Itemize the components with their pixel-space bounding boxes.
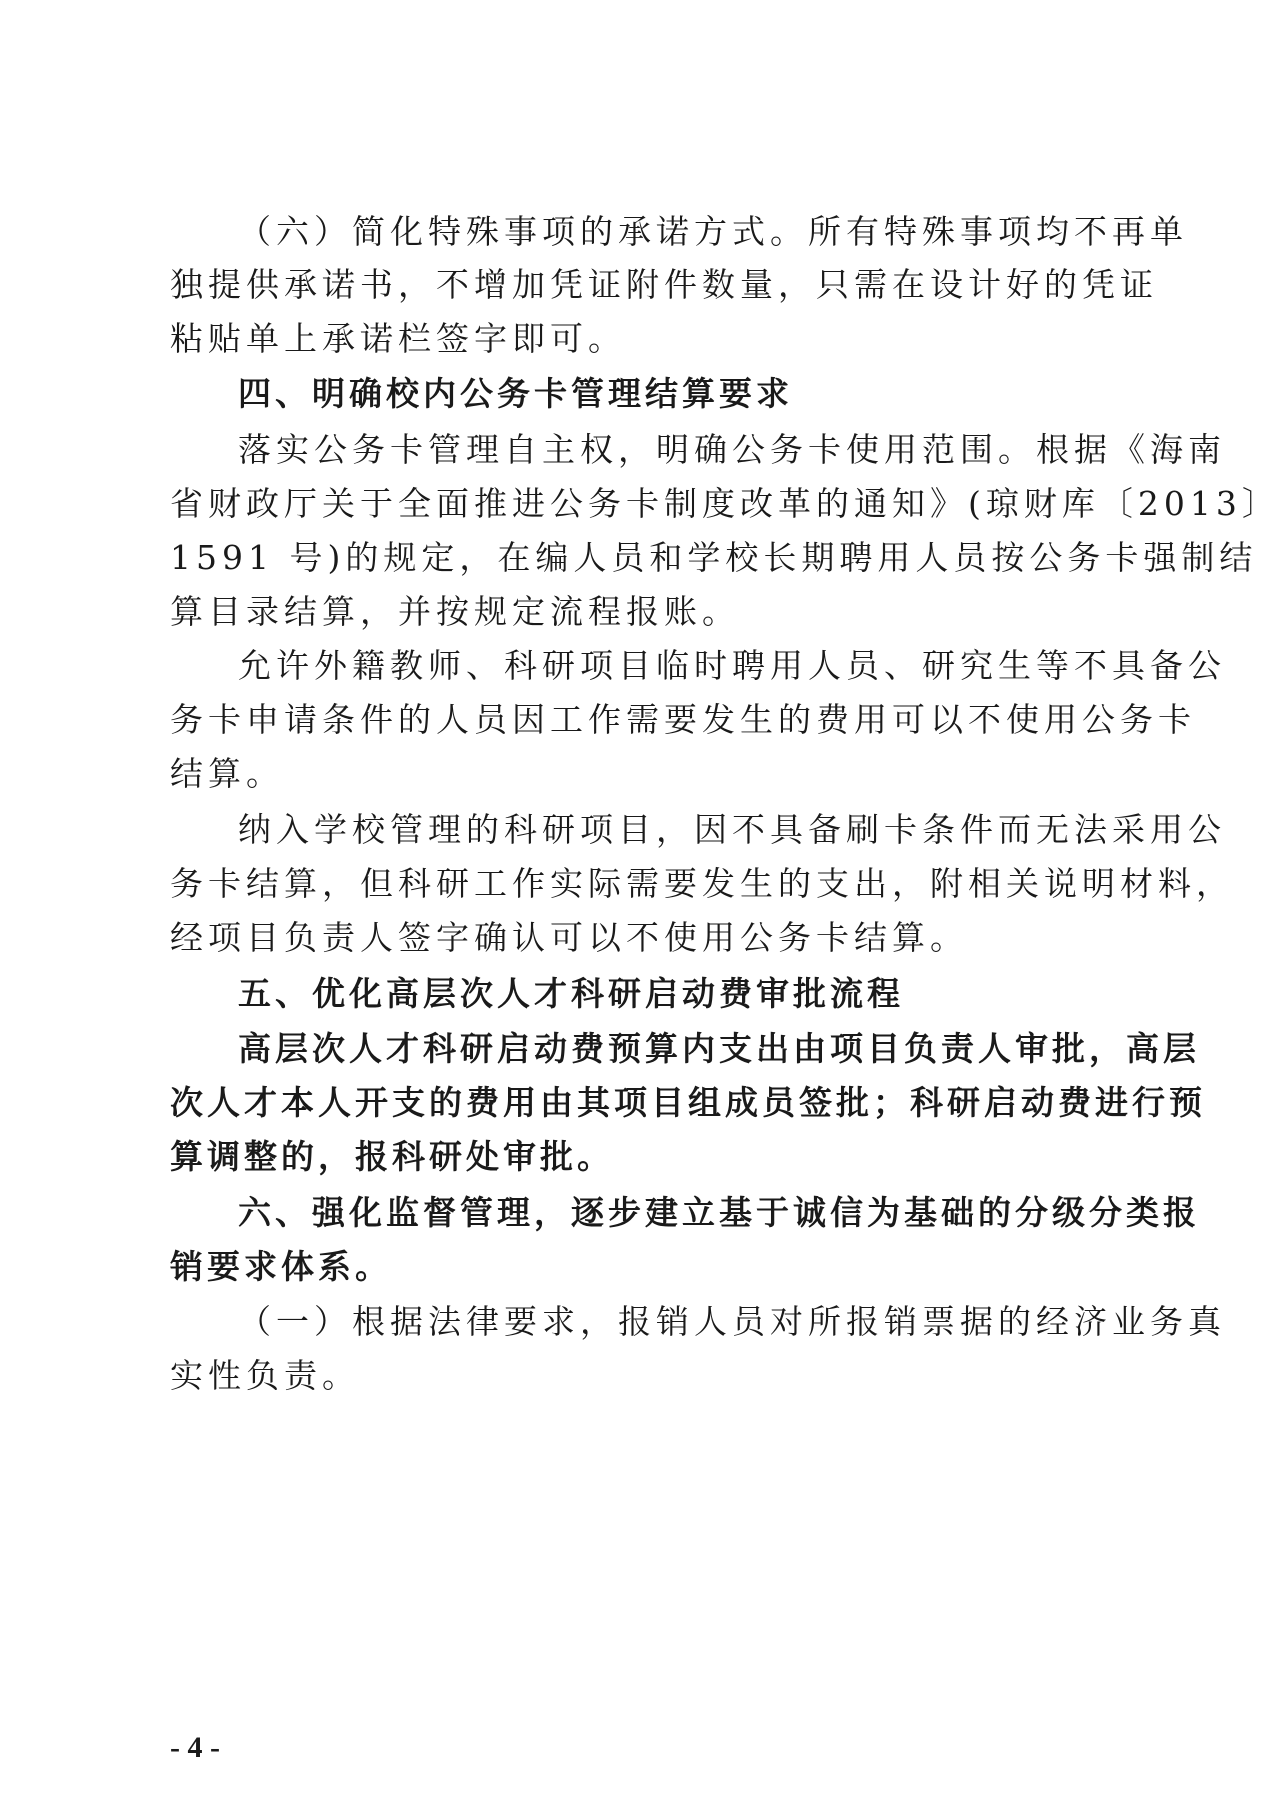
section-5-paragraph-line-2: 次人才本人开支的费用由其项目组成员签批；科研启动费进行预	[170, 1083, 1206, 1122]
section-4-paragraph-3-line-2: 务卡结算，但科研工作实际需要发生的支出，附相关说明材料，	[170, 864, 1234, 903]
section-4-paragraph-1-line-3: 1591 号)的规定，在编人员和学校长期聘用人员按公务卡强制结	[170, 538, 1258, 577]
section-6-heading-line-1: 六、强化监督管理，逐步建立基于诚信为基础的分级分类报	[238, 1193, 1200, 1232]
section-4-paragraph-2-line-1: 允许外籍教师、科研项目临时聘用人员、研究生等不具备公	[238, 646, 1226, 685]
section-4-paragraph-3-line-1: 纳入学校管理的科研项目，因不具备刷卡条件而无法采用公	[238, 810, 1226, 849]
section-4-paragraph-2-line-2: 务卡申请条件的人员因工作需要发生的费用可以不使用公务卡	[170, 700, 1196, 739]
section-4-paragraph-2-line-3: 结算。	[170, 754, 284, 793]
section-6-paragraph-1-line-2: 实性负责。	[170, 1356, 360, 1395]
paragraph-6-line-3: 粘贴单上承诺栏签字即可。	[170, 319, 626, 358]
section-4-paragraph-1-line-4: 算目录结算，并按规定流程报账。	[170, 592, 740, 631]
section-4-paragraph-3-line-3: 经项目负责人签字确认可以不使用公务卡结算。	[170, 918, 968, 957]
section-4-paragraph-1-line-1: 落实公务卡管理自主权，明确公务卡使用范围。根据《海南	[238, 430, 1226, 469]
section-5-paragraph-line-3: 算调整的，报科研处审批。	[170, 1137, 614, 1176]
section-4-paragraph-1-line-2: 省财政厅关于全面推进公务卡制度改革的通知》(琼财库〔2013〕	[170, 484, 1280, 523]
section-4-heading: 四、明确校内公务卡管理结算要求	[238, 374, 793, 413]
section-6-paragraph-1-line-1: （一）根据法律要求，报销人员对所报销票据的经济业务真	[238, 1302, 1226, 1341]
section-6-heading-line-2: 销要求体系。	[170, 1247, 392, 1286]
section-5-heading: 五、优化高层次人才科研启动费审批流程	[238, 974, 904, 1013]
paragraph-6-line-2: 独提供承诺书，不增加凭证附件数量，只需在设计好的凭证	[170, 265, 1158, 304]
section-5-paragraph-line-1: 高层次人才科研启动费预算内支出由项目负责人审批，高层	[238, 1029, 1200, 1068]
paragraph-6-line-1: （六）简化特殊事项的承诺方式。所有特殊事项均不再单	[238, 212, 1188, 251]
page-number: - 4 -	[170, 1731, 220, 1764]
